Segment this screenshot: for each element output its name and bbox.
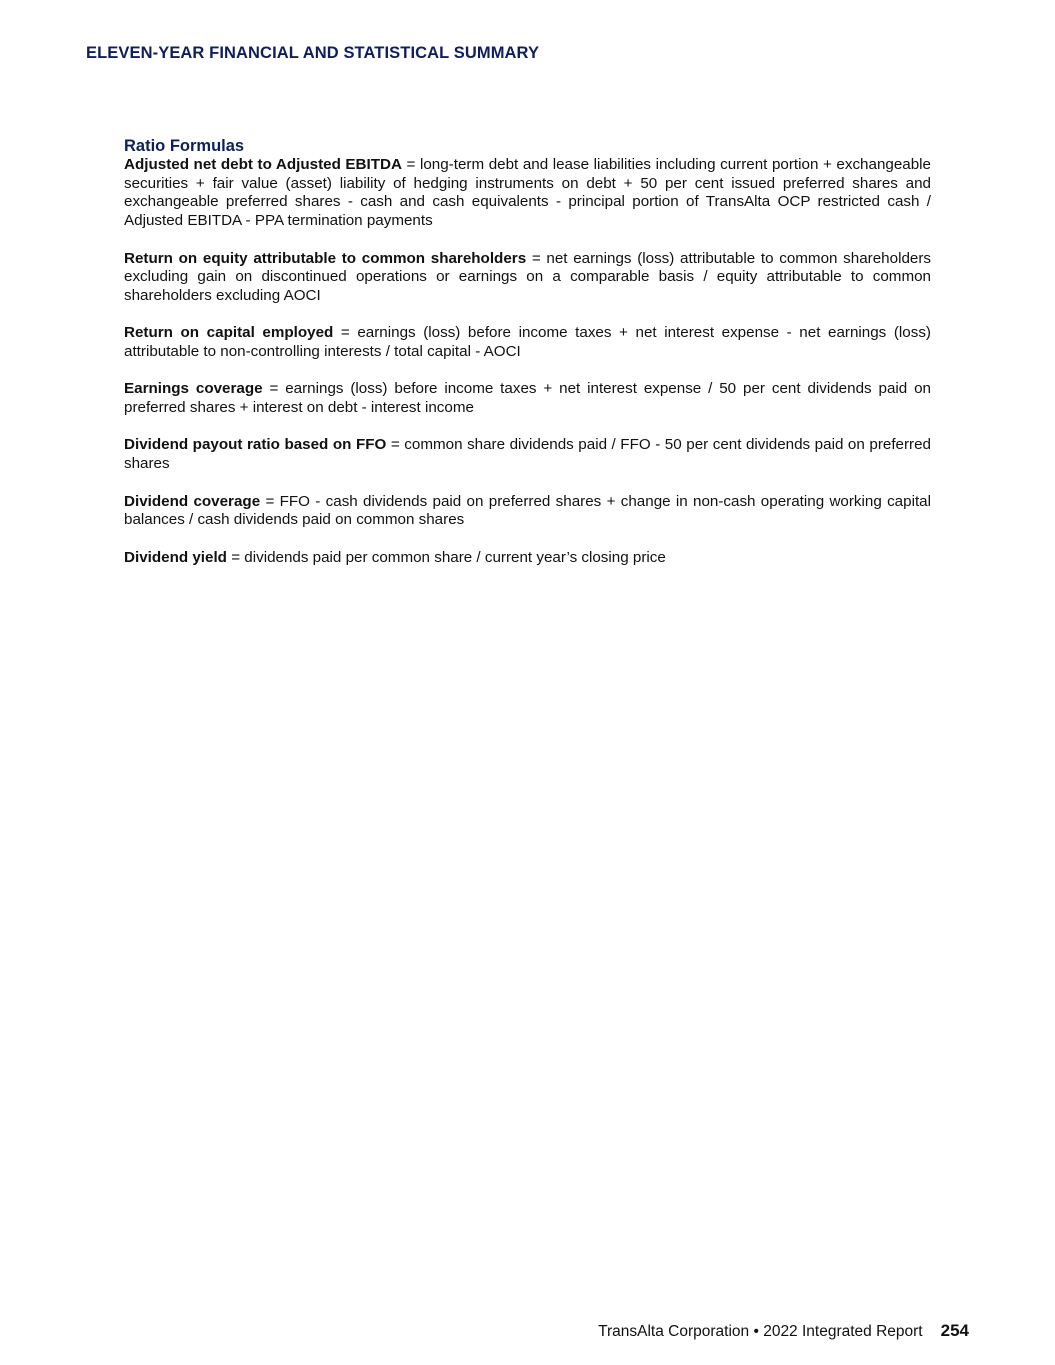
formula-earnings-coverage bbox=[124, 380, 931, 417]
page-header-title: ELEVEN-YEAR FINANCIAL AND STATISTICAL SUMMARY bbox=[86, 44, 540, 62]
formula-term: Dividend payout ratio based on FFO bbox=[124, 436, 387, 454]
page-footer bbox=[598, 1321, 969, 1341]
page-number: 254 bbox=[940, 1321, 969, 1340]
footer-report-name: TransAlta Corporation • 2022 Integrated Report bbox=[598, 1323, 923, 1340]
formula-dividend-coverage bbox=[124, 493, 931, 530]
formula-return-on-capital-employed bbox=[124, 324, 931, 361]
formula-term: Dividend coverage bbox=[124, 492, 261, 510]
formula-definition: = FFO - cash dividends paid on preferred shares + change in non-cash operating working capital balances / cash dividends paid on common shares bbox=[124, 492, 931, 529]
formula-definition: = dividends paid per common share / current year’s closing price bbox=[226, 548, 666, 566]
formula-term: Dividend yield bbox=[124, 548, 227, 566]
formula-definition: = earnings (loss) before income taxes + net interest expense / 50 per cent dividends paid on preferred shares + interest on debt - interest income bbox=[124, 380, 931, 417]
formula-definition: = long-term debt and lease liabilities including current portion + exchangeable securities + fair value (asset) liability of hedging instruments on debt + 50 per cent issued preferred shares and exchangeable preferred shares - cash and cash equivalents - principal portion of TransAlta OCP restricted cash / Adjusted EBITDA - PPA termination payments bbox=[124, 156, 931, 230]
formula-definition: = earnings (loss) before income taxes + net interest expense - net earnings (loss) attributable to non-controlling interests / total capital - AOCI bbox=[124, 324, 931, 360]
formula-term: Earnings coverage bbox=[124, 380, 263, 398]
ratio-formulas-section bbox=[124, 136, 931, 586]
formula-adjusted-net-debt-to-adjusted-ebitda bbox=[124, 156, 931, 231]
formula-dividend-yield bbox=[124, 549, 931, 568]
formula-term: Return on equity attributable to common shareholders bbox=[124, 249, 527, 267]
section-title: Ratio Formulas bbox=[124, 137, 245, 155]
formula-definition: = common share dividends paid / FFO - 50 per cent dividends paid on preferred shares bbox=[124, 436, 931, 473]
formula-dividend-payout-ratio bbox=[124, 436, 931, 473]
formula-term: Return on capital employed bbox=[124, 324, 334, 342]
formula-definition: = net earnings (loss) attributable to common shareholders excluding gain on discontinued operations or earnings on a comparable basis / equity attributable to common shareholders excluding AOCI bbox=[124, 249, 931, 304]
formula-return-on-equity bbox=[124, 250, 931, 306]
formula-term: Adjusted net debt to Adjusted EBITDA bbox=[124, 156, 402, 173]
